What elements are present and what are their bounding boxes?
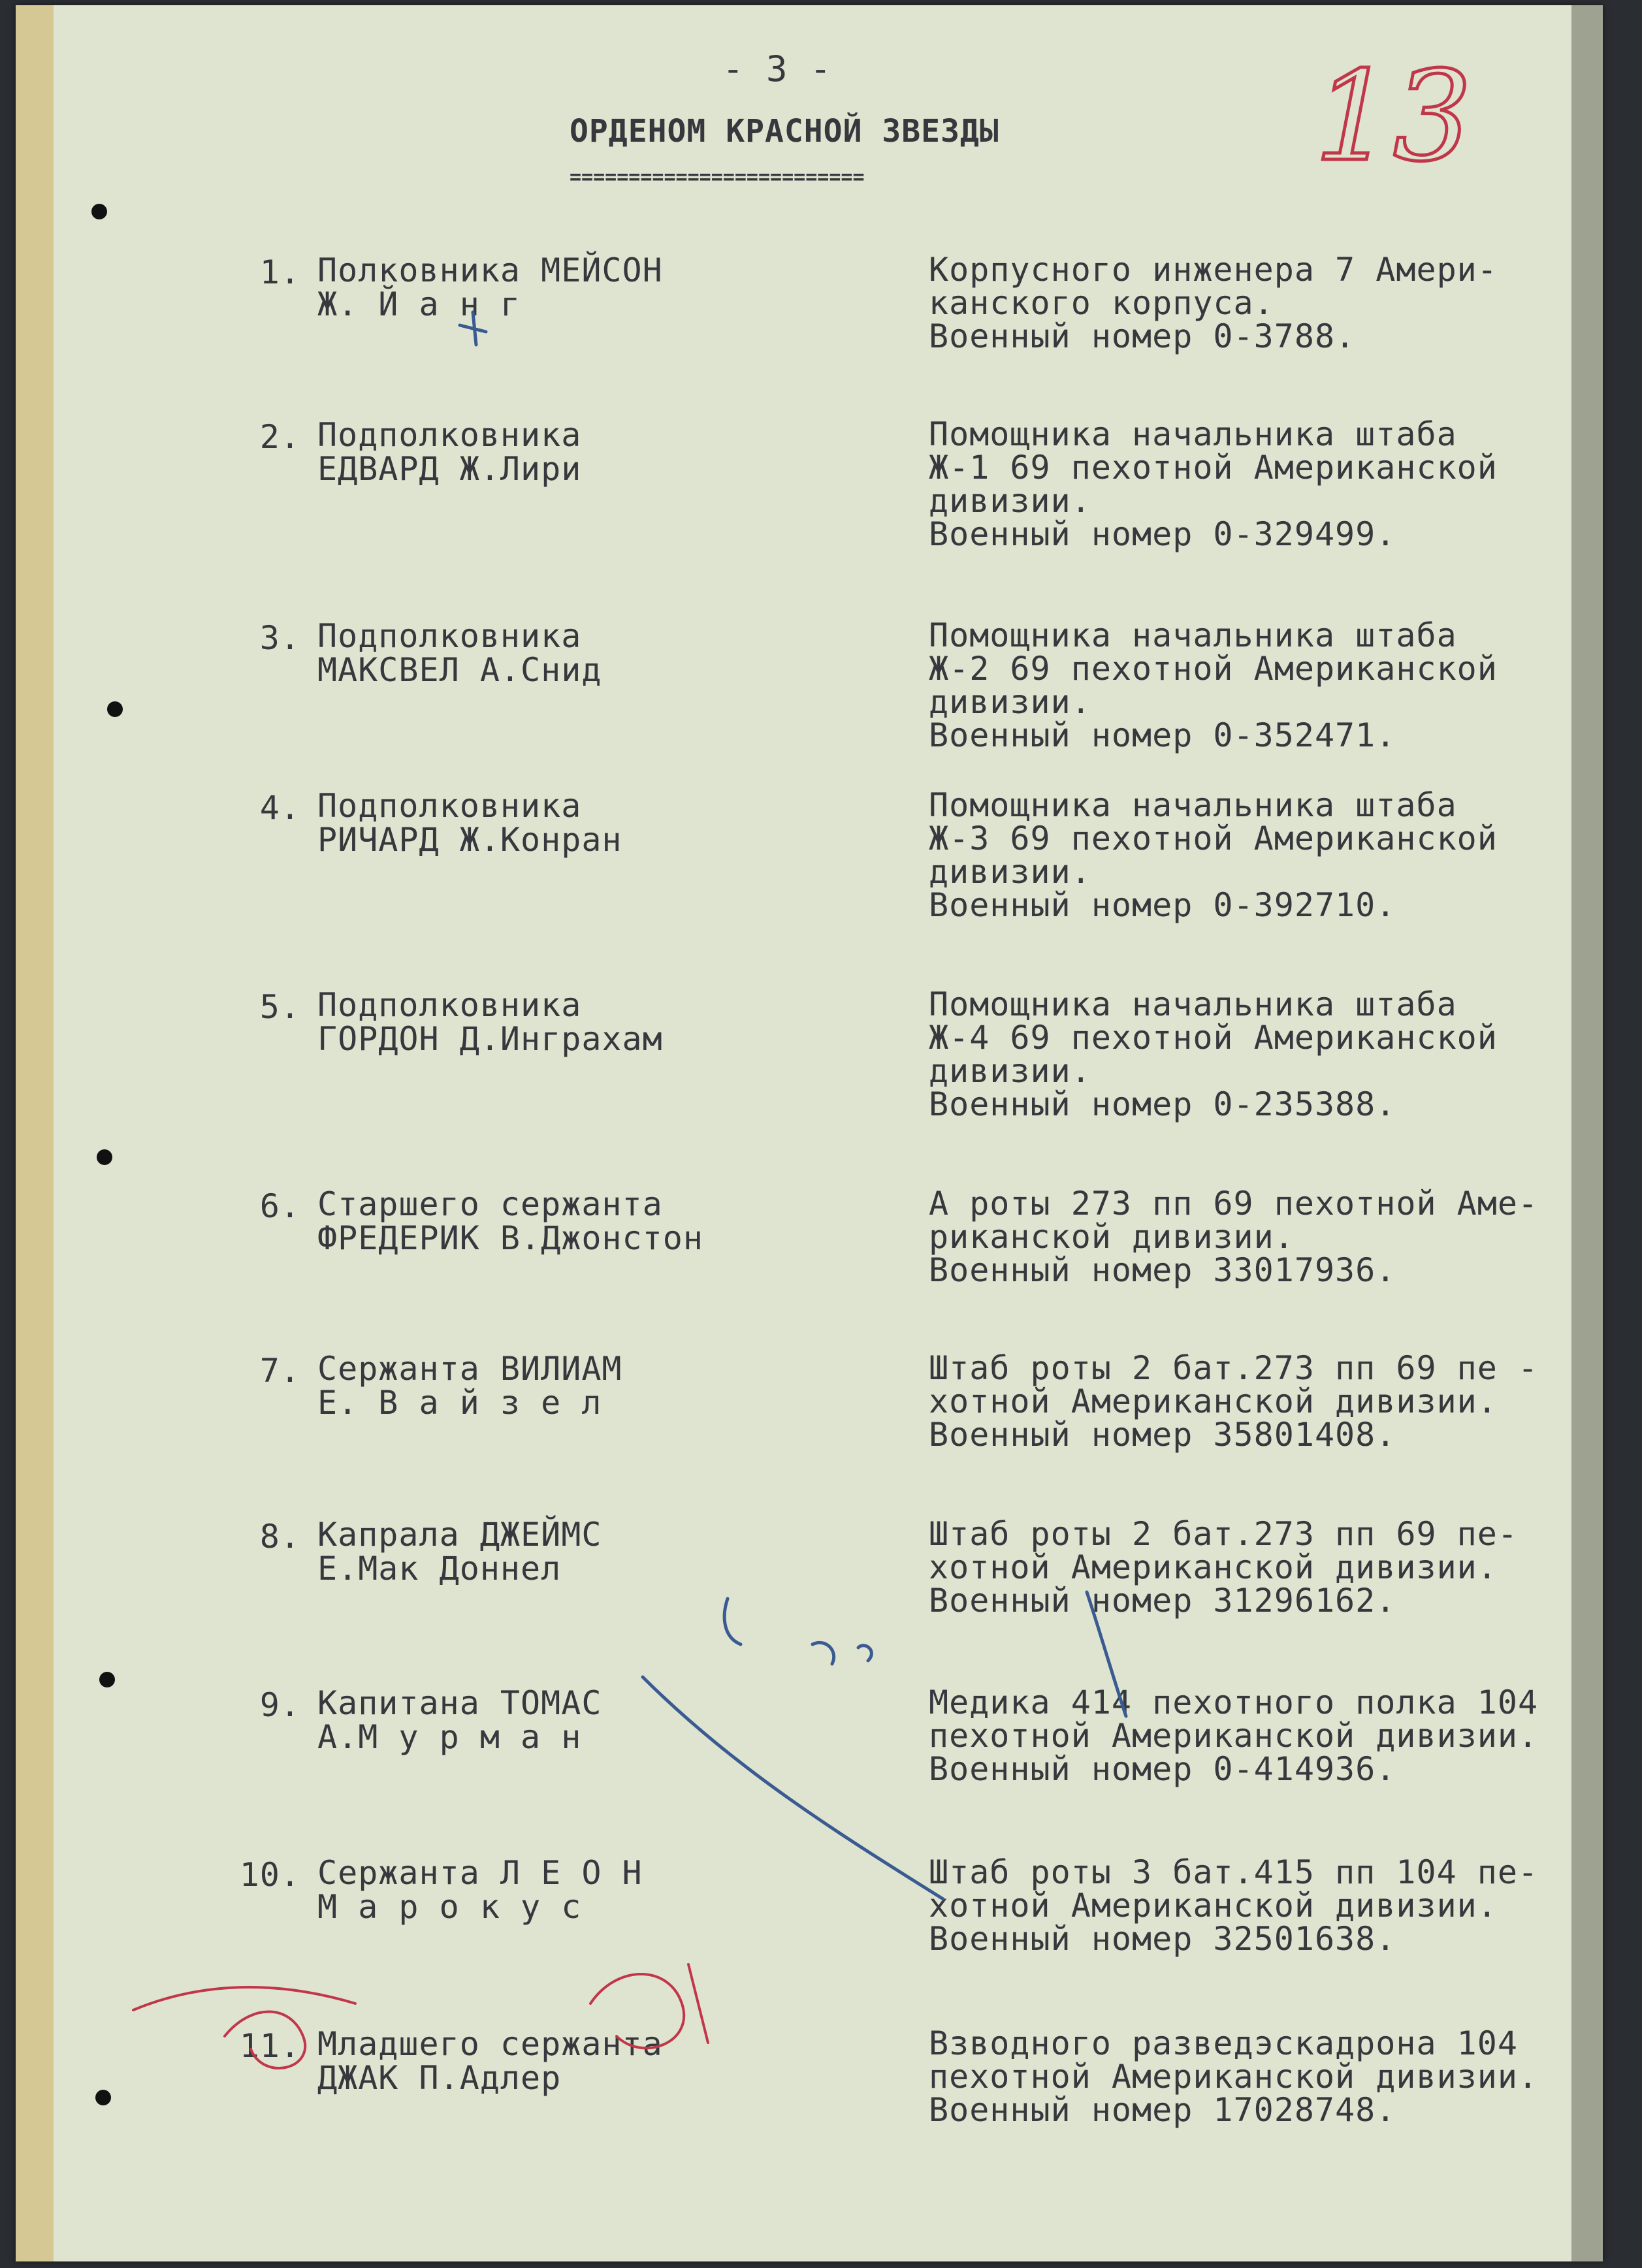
entry-name: А.М у р м а н bbox=[317, 1718, 582, 1756]
desc-line: Военный номер 17028748. bbox=[929, 2091, 1396, 2129]
desc-line: дивизии. bbox=[929, 853, 1091, 891]
entry-rank: Капрала ДЖЕЙМС bbox=[317, 1516, 602, 1554]
red-pencil-line bbox=[225, 2012, 305, 2068]
entry-rank: Полковника МЕЙСОН bbox=[317, 251, 663, 289]
desc-line: Военный номер 32501638. bbox=[929, 1920, 1396, 1958]
entry-number: 7. bbox=[259, 1352, 300, 1390]
desc-line: Корпусного инженера 7 Амери- bbox=[929, 251, 1498, 289]
desc-line: хотной Американской дивизии. bbox=[929, 1548, 1498, 1586]
desc-line: дивизии. bbox=[929, 1052, 1091, 1090]
entry-number: 4. bbox=[259, 789, 300, 827]
red-pencil-scribble bbox=[133, 1964, 708, 2068]
entry-rank: Старшего сержанта bbox=[317, 1185, 663, 1223]
desc-line: Помощника начальника штаба bbox=[929, 415, 1457, 453]
desc-line: канского корпуса. bbox=[929, 284, 1274, 322]
desc-line: Военный номер 31296162. bbox=[929, 1582, 1396, 1620]
desc-line: Ж-3 69 пехотной Американской bbox=[929, 820, 1498, 857]
desc-line: Военный номер 0-392710. bbox=[929, 886, 1396, 924]
entry-rank: Подполковника bbox=[317, 416, 582, 454]
desc-line: риканской дивизии. bbox=[929, 1218, 1295, 1256]
desc-line: Военный номер 0-414936. bbox=[929, 1750, 1396, 1788]
desc-line: хотной Американской дивизии. bbox=[929, 1887, 1498, 1925]
red-pencil-line bbox=[688, 1964, 708, 2043]
desc-line: Военный номер 0-3788. bbox=[929, 317, 1356, 355]
entry-rank: Младшего сержанта bbox=[317, 2025, 663, 2063]
desc-line: Военный номер 0-235388. bbox=[929, 1085, 1396, 1123]
desc-line: Медика 414 пехотного полка 104 bbox=[929, 1684, 1539, 1721]
entry-number: 3. bbox=[259, 619, 300, 657]
entry-number: 9. bbox=[259, 1686, 300, 1724]
blue-pencil-tick bbox=[460, 312, 486, 345]
entry-number: 1. bbox=[259, 253, 300, 291]
entry-name: ДЖАК П.Адлер bbox=[317, 2059, 562, 2097]
svg-text:13: 13 bbox=[1314, 44, 1472, 189]
entry-rank: Капитана ТОМАС bbox=[317, 1684, 602, 1722]
entry-name: ФРЕДЕРИК В.Джонстон bbox=[317, 1219, 703, 1257]
desc-line: Военный номер 33017936. bbox=[929, 1251, 1396, 1289]
desc-line: дивизии. bbox=[929, 683, 1091, 721]
entry-name: М а р о к у с bbox=[317, 1888, 582, 1926]
desc-line: пехотной Американской дивизии. bbox=[929, 1717, 1539, 1755]
desc-line: Помощника начальника штаба bbox=[929, 985, 1457, 1023]
entry-number: 2. bbox=[259, 418, 300, 456]
entry-number: 10. bbox=[239, 1856, 300, 1894]
entry-name: МАКСВЕЛ А.Снид bbox=[317, 651, 602, 689]
page-number: - 3 - bbox=[722, 48, 832, 89]
entry-rank: Сержанта ВИЛИАМ bbox=[317, 1350, 622, 1388]
desc-line: А роты 273 пп 69 пехотной Аме- bbox=[929, 1185, 1539, 1222]
handwritten-annotations bbox=[16, 5, 1603, 2261]
entry-rank: Подполковника bbox=[317, 617, 582, 655]
desc-line: Военный номер 0-352471. bbox=[929, 716, 1396, 754]
entry-number: 5. bbox=[259, 988, 300, 1026]
entry-name: Ж. Й а н г bbox=[317, 285, 521, 323]
entry-name: Е. В а й з е л bbox=[317, 1384, 602, 1422]
entry-rank: Сержанта Л Е О Н bbox=[317, 1854, 643, 1892]
desc-line: Ж-1 69 пехотной Американской bbox=[929, 449, 1498, 487]
entry-rank: Подполковника bbox=[317, 986, 582, 1024]
desc-line: Ж-2 69 пехотной Американской bbox=[929, 650, 1498, 688]
blue-pencil-line bbox=[724, 1599, 741, 1644]
blue-pencil-strokes bbox=[460, 312, 1126, 1899]
entry-number: 8. bbox=[259, 1518, 300, 1556]
entry-number: 6. bbox=[259, 1187, 300, 1225]
document-page bbox=[16, 5, 1603, 2261]
entry-number: 11. bbox=[239, 2027, 300, 2065]
title-underline: ========================= bbox=[570, 166, 865, 189]
entry-name: ГОРДОН Д.Инграхам bbox=[317, 1020, 663, 1058]
red-pencil-line bbox=[133, 1987, 355, 2010]
desc-line: Военный номер 0-329499. bbox=[929, 515, 1396, 553]
desc-line: Штаб роты 2 бат.273 пп 69 пе- bbox=[929, 1515, 1518, 1553]
blue-pencil-line bbox=[813, 1642, 834, 1664]
desc-line: Штаб роты 3 бат.415 пп 104 пе- bbox=[929, 1853, 1539, 1891]
desc-line: Помощника начальника штаба bbox=[929, 616, 1457, 654]
document-title: ОРДЕНОМ КРАСНОЙ ЗВЕЗДЫ bbox=[570, 113, 999, 150]
entry-name: РИЧАРД Ж.Конран bbox=[317, 821, 622, 859]
red-pencil-line bbox=[590, 1974, 684, 2048]
desc-line: пехотной Американской дивизии. bbox=[929, 2058, 1539, 2096]
desc-line: хотной Американской дивизии. bbox=[929, 1382, 1498, 1420]
entry-name: ЕДВАРД Ж.Лири bbox=[317, 450, 582, 488]
desc-line: Военный номер 35801408. bbox=[929, 1416, 1396, 1454]
entry-name: Е.Мак Доннел bbox=[317, 1550, 562, 1588]
blue-pencil-line bbox=[858, 1646, 871, 1661]
desc-line: Штаб роты 2 бат.273 пп 69 пе - bbox=[929, 1349, 1539, 1387]
desc-line: Взводного разведэскадрона 104 bbox=[929, 2024, 1518, 2062]
blue-pencil-line bbox=[1087, 1592, 1126, 1716]
blue-pencil-line bbox=[643, 1677, 943, 1899]
desc-line: Помощника начальника штаба bbox=[929, 786, 1457, 824]
desc-line: дивизии. bbox=[929, 482, 1091, 520]
desc-line: Ж-4 69 пехотной Американской bbox=[929, 1019, 1498, 1057]
entry-rank: Подполковника bbox=[317, 787, 582, 825]
